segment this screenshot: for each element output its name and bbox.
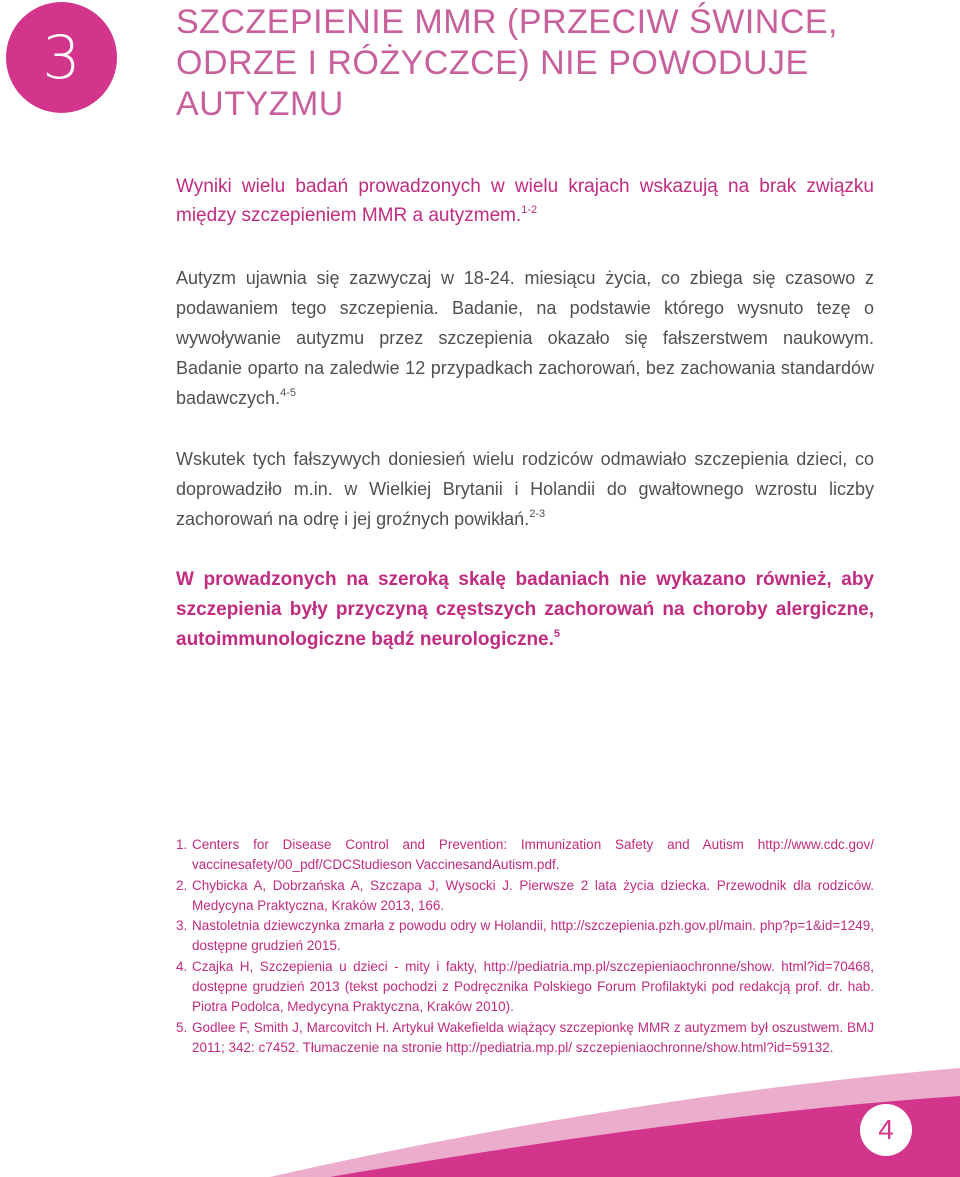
emphasis-ref: 5 <box>553 628 561 640</box>
reference-number: 1. <box>176 837 188 852</box>
reference-text: Czajka H, Szczepienia u dzieci - mity i fakty, http://pediatria.mp.pl/szczepieniaochronne/show. html?id=70468, dostępne grudzień 2013 (tekst pochodzi z Podręcznika Polskiego Forum Profilaktyki pod redakcją prof. dr. hab. Piotra Podolca, Medycyna Praktyczna, Kraków 2010). <box>192 958 874 1015</box>
reference-number: 3. <box>176 918 188 934</box>
page-number-badge <box>860 1104 912 1156</box>
intro-ref: 1-2 <box>521 204 538 216</box>
reference-text: Chybicka A, Dobrzańska A, Szczapa J, Wysocki J. Pierwsze 2 lata życia dziecka. Przewodnik dla rodziców. Medycyna Praktyczna, Kraków 2013, 166. <box>192 877 874 913</box>
section-number: 3 <box>42 22 81 93</box>
intro-text: Wyniki wielu badań prowadzonych w wielu krajach wskazują na brak związku między szczepieniem MMR a autyzmem. <box>176 176 874 226</box>
page-title: SZCZEPIENIE MMR (PRZECIW ŚWINCE, ODRZE I RÓŻYCZCE) NIE POWODUJE AUTYZMU <box>176 3 838 123</box>
emphasis-text: W prowadzonych na szeroką skalę badaniach nie wykazano również, aby szczepienia były przyczyną częstszych zachorowań na choroby alergiczne, autoimmunologiczne bądź neurologiczne. <box>176 569 874 650</box>
reference-number: 2. <box>176 877 188 893</box>
reference-number: 4. <box>176 958 188 974</box>
reference-text: Godlee F, Smith J, Marcovitch H. Artykuł Wakefielda wiążący szczepionkę MMR z autyzmem był oszustwem. BMJ 2011; 342: c7452. Tłumaczenie na stronie http://pediatria.mp.pl/ szczepieniaochronne/show.html?id=59132. <box>192 1019 874 1055</box>
paragraph2-ref: 2-3 <box>529 508 546 520</box>
page-number: 4 <box>878 1114 894 1145</box>
reference-number: 5. <box>176 1019 188 1035</box>
paragraph2-text: Wskutek tych fałszywych doniesień wielu rodziców odmawiało szczepienia dzieci, co doprowadziło m.in. w Wielkiej Brytanii i Holandii do gwałtownego wzrostu liczby zachorowań na odrę i jej groźnych powikłań. <box>176 449 874 529</box>
reference-text: Centers for Disease Control and Prevention: Immunization Safety and Autism http://www.cdc.gov/ vaccinesafety/00_pdf/CDCStudieson VaccinesandAutism.pdf. <box>192 837 874 873</box>
reference-text: Nastoletnia dziewczynka zmarła z powodu odry w Holandii, http://szczepienia.pzh.gov.pl/main. php?p=1&id=1249, dostępne grudzień 2015. <box>192 918 874 954</box>
paragraph1-ref: 4-5 <box>280 387 296 399</box>
paragraph1-text: Autyzm ujawnia się zazwyczaj w 18-24. miesiącu życia, co zbiega się czasowo z podawaniem tego szczepienia. Badanie, na podstawie którego wysnuto tezę o wywoływanie autyzmu przez szczepienia okazało się fałszerstwem naukowym. Badanie oparto na zaledwie 12 przypadkach zachorowań, bez zachowania standardów badawczych. <box>176 268 874 408</box>
